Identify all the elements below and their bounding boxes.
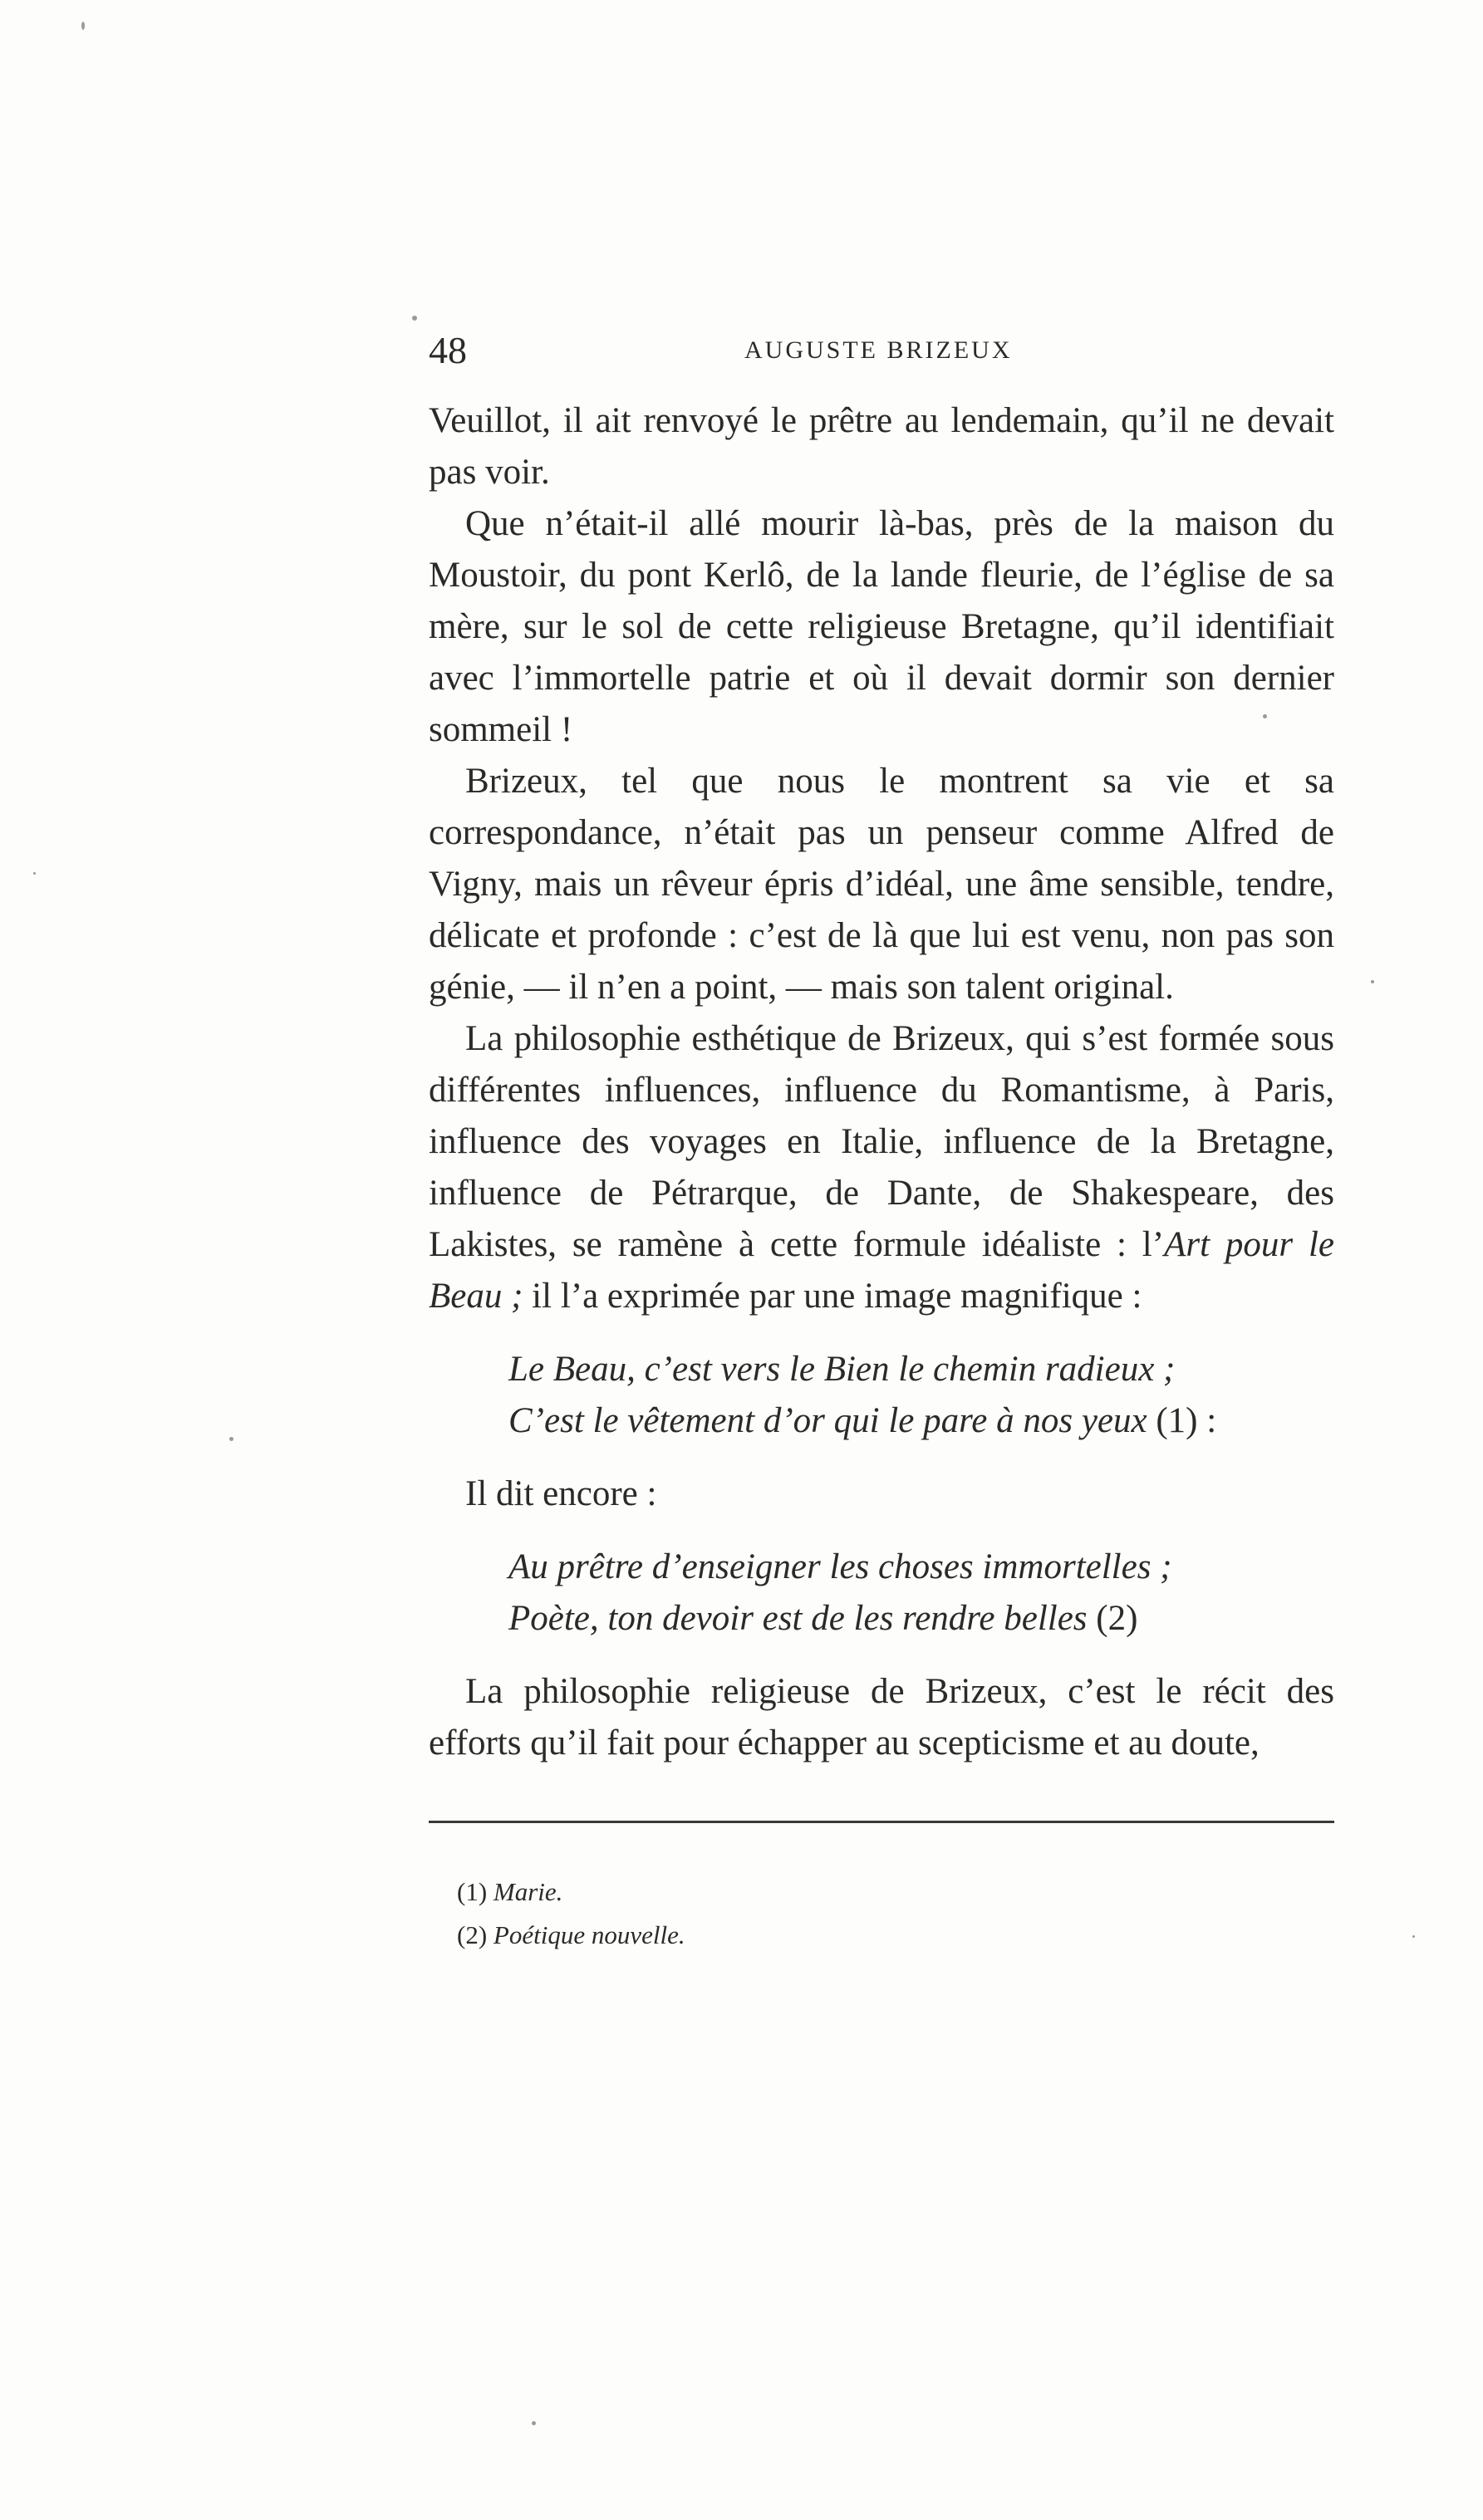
paper-speck xyxy=(412,316,417,321)
body-text xyxy=(429,395,1334,1769)
paragraph-4-start: La philosophie esthétique de Brizeux, qui s’est formée sous différentes influences, influence du Romantisme, à Paris, influence des voyages en Italie, influence de la Bretagne, influence de Pétrarque, de Dante, de Shakespeare, des Lakistes, se ramène à cette formule idéaliste : l’ xyxy=(429,1019,1334,1264)
verse-1-line-2-text: C’est le vêtement d’or qui le pare à nos yeux xyxy=(508,1401,1147,1440)
footnote-2-marker: (2) xyxy=(457,1920,488,1949)
paragraph-1: Veuillot, il ait renvoyé le prêtre au lendemain, qu’il ne devait pas voir. xyxy=(429,401,1334,492)
paragraph-3: Brizeux, tel que nous le montrent sa vie et sa correspondance, n’était pas un penseur comme Alfred de Vigny, mais un rêveur épris d’idéal, une âme sensible, tendre, délicate et profonde : c’est de là que lui est venu, non pas son génie, — il n’en a point, — mais son talent original. xyxy=(429,762,1334,1007)
verse-2-line-2 xyxy=(508,1593,1334,1645)
footnote-1-marker: (1) xyxy=(457,1877,488,1906)
footnote-ref-2: (2) xyxy=(1087,1599,1138,1638)
paper-speck xyxy=(81,22,85,30)
footnote-divider xyxy=(429,1821,1334,1823)
paper-speck xyxy=(1371,980,1374,983)
page-header xyxy=(429,326,1334,375)
footnotes xyxy=(457,1870,1288,1957)
paragraph-2: Que n’était-il allé mourir là-bas, près de la maison du Moustoir, du pont Kerlô, de la lande fleurie, de l’église de sa mère, sur le sol de cette religieuse Bretagne, qu’il identifiait avec l’immortelle patrie et où il devait dormir son dernier sommeil ! xyxy=(429,504,1334,749)
paper-speck xyxy=(1263,714,1267,718)
paper-speck xyxy=(33,872,36,875)
verse-quote-1 xyxy=(508,1344,1334,1447)
verse-1-line-1: Le Beau, c’est vers le Bien le chemin radieux ; xyxy=(508,1350,1176,1389)
footnote-2 xyxy=(457,1914,1288,1957)
footnote-1 xyxy=(457,1870,1288,1914)
page-number: 48 xyxy=(429,329,467,371)
footnote-1-text: Marie. xyxy=(493,1877,563,1906)
running-title: AUGUSTE BRIZEUX xyxy=(744,336,1013,364)
paper-speck xyxy=(1412,1935,1415,1938)
verse-2-line-2-text: Poète, ton devoir est de les rendre belles xyxy=(508,1599,1088,1638)
footnote-ref-1: (1) : xyxy=(1147,1401,1217,1440)
paragraph-4 xyxy=(429,1013,1334,1322)
verse-quote-2 xyxy=(508,1542,1334,1645)
paragraph-6: La philosophie religieuse de Brizeux, c’est le récit des efforts qu’il fait pour échapper au scepticisme et au doute, xyxy=(429,1672,1334,1763)
verse-1-line-2 xyxy=(508,1395,1334,1447)
paragraph-4-italic: Art pour le Beau ; xyxy=(429,1225,1335,1316)
paper-speck xyxy=(532,2421,536,2425)
paper-speck xyxy=(229,1437,233,1441)
footnote-2-text: Poétique nouvelle. xyxy=(493,1920,685,1949)
paragraph-5: Il dit encore : xyxy=(465,1474,657,1513)
verse-2-line-1: Au prêtre d’enseigner les choses immortelles ; xyxy=(508,1547,1172,1586)
paragraph-4-end: il l’a exprimée par une image magnifique : xyxy=(523,1277,1142,1316)
